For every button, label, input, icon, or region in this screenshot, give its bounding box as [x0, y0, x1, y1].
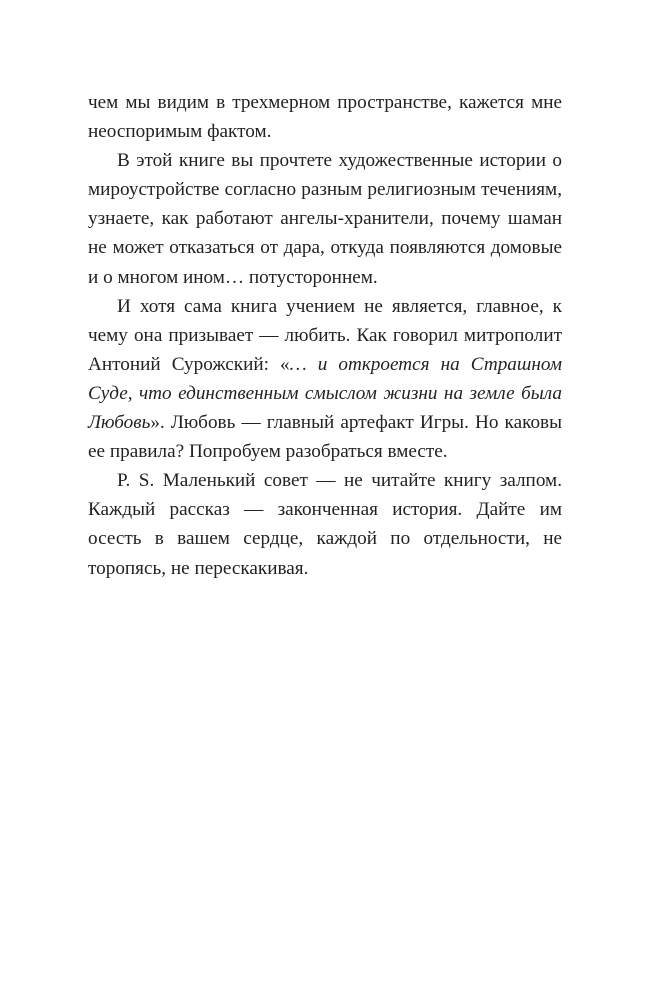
quote-outro-text: ». Любовь — главный артефакт Игры. Но каковы ее правила? Попробуем разобраться вместе. — [88, 412, 562, 463]
paragraph-book-contents: В этой книге вы прочтете художественные истории о мироустройстве согласно разным религиозным течениям, узнаете, как работают ангелы-хранители, почему шаман не может отказаться от дара, откуда появляются домовые и о многом ином… потустороннем. — [88, 150, 562, 288]
paragraph-postscript: P. S. Маленький совет — не читайте книгу залпом. Каждый рассказ — законченная история. Дайте им осесть в вашем сердце, каждой по отдельности, не торопясь, не перескакивая. — [88, 470, 562, 579]
paragraph-continuation: чем мы видим в трехмерном пространстве, кажется мне неоспоримым фактом. — [88, 92, 562, 143]
page-body — [88, 88, 562, 583]
quote-italic-text: … и откроется на Страшном Суде, что единственным смыслом жизни на земле была Любовь — [88, 353, 562, 434]
paragraph-love-quote — [88, 292, 562, 467]
quote-intro-text: И хотя сама книга учением не является, главное, к чему она призывает — любить. Как говорил митрополит Антоний Сурожский: « — [88, 295, 562, 375]
